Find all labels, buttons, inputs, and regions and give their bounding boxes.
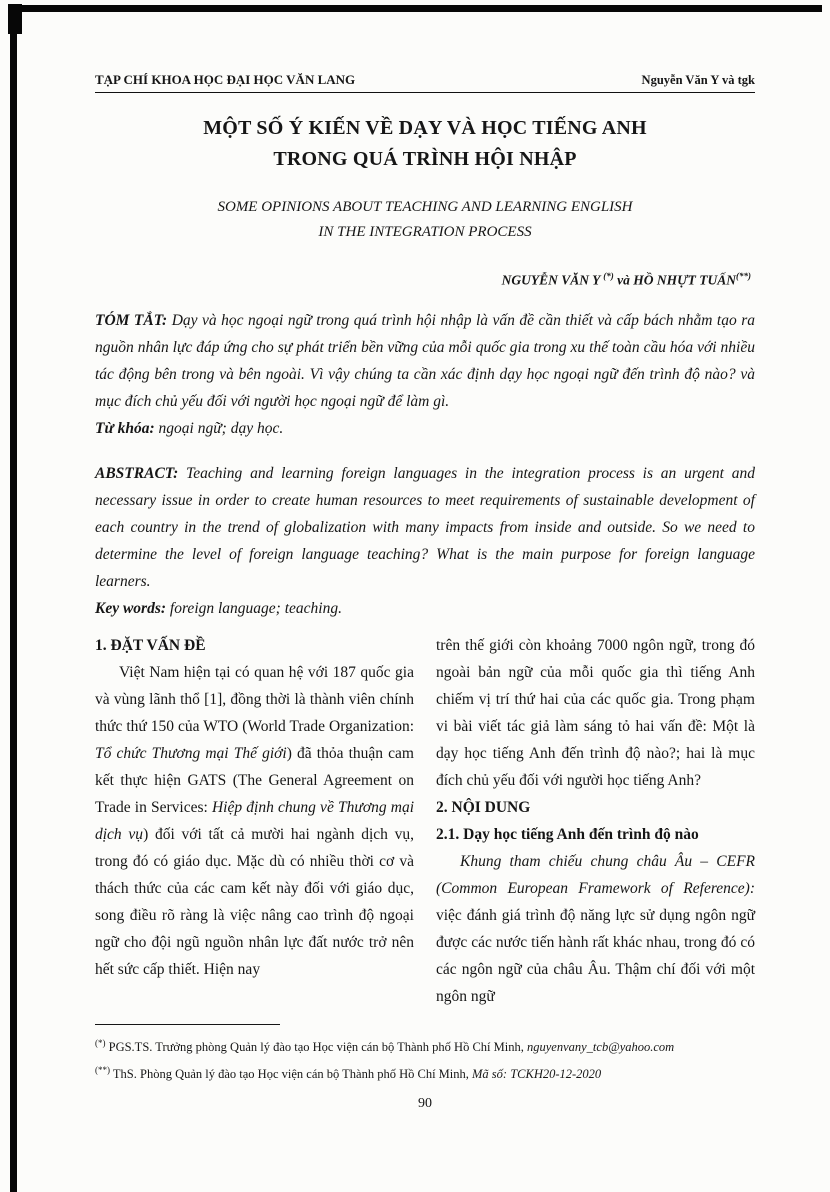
footnote-2-text: ThS. Phòng Quản lý đào tạo Học viện cán bộ Thành phố Hồ Chí Minh,	[110, 1066, 473, 1081]
abstract-en-label: ABSTRACT:	[95, 464, 179, 482]
section-1-paragraph-continued: trên thế giới còn khoảng 7000 ngôn ngữ, trong đó ngoài bản ngữ của mỗi quốc gia thì tiếng Anh chiếm vị trí thứ hai của các quốc gia. Trong phạm vi bài viết tác giả làm sáng tỏ hai vấn đề: Một là dạy học tiếng Anh đến trình độ nào?; hai là mục đích chủ yếu đối với người học tiếng Anh?	[436, 636, 755, 789]
section-1-paragraph	[95, 659, 414, 983]
keywords-vi-text: ngoại ngữ; dạy học.	[158, 419, 284, 437]
page-content	[95, 72, 755, 1112]
keywords-vi-label: Từ khóa:	[95, 419, 155, 437]
article-title-en-line2: IN THE INTEGRATION PROCESS	[318, 224, 532, 240]
article-title-en-line1: SOME OPINIONS ABOUT TEACHING AND LEARNING ENGLISH	[217, 199, 633, 215]
scan-artifact-left-edge	[10, 5, 17, 1192]
footnote-divider	[95, 1024, 280, 1025]
right-column	[436, 632, 755, 1010]
keywords-en-label: Key words:	[95, 599, 167, 617]
keywords-vi-line	[95, 415, 755, 442]
page-number: 90	[418, 1095, 432, 1111]
article-title-vi-line2: TRONG QUÁ TRÌNH HỘI NHẬP	[273, 148, 577, 170]
footnote-1-marker: (*)	[95, 1037, 106, 1048]
author-byline	[95, 271, 751, 289]
author-connector: và	[617, 272, 630, 288]
journal-name: TẠP CHÍ KHOA HỌC ĐẠI HỌC VĂN LANG	[95, 72, 356, 87]
abstract-vi-paragraph	[95, 307, 755, 415]
footnote-1-email: nguyenvany_tcb@yahoo.com	[526, 1039, 675, 1054]
section-1-heading: 1. ĐẶT VẤN ĐỀ	[95, 636, 206, 654]
footnotes	[95, 1024, 755, 1086]
abstract-en-paragraph	[95, 460, 755, 595]
running-author: Nguyễn Văn Y và tgk	[641, 73, 755, 87]
section-1-text-seg2-italic: Tổ chức Thương mại Thế giới	[95, 744, 287, 762]
section-2-1-text-seg2: việc đánh giá trình độ năng lực sử dụng ngôn ngữ được các nước tiến hành rất khác nhau, trong đó có các ngôn ngữ của châu Âu. Thậm chí đối với một ngôn ngữ	[436, 906, 755, 1005]
abstract-en-text: Teaching and learning foreign languages in the integration process is an urgent and necessary issue in order to create human resources to meet requirements of sustainable development of each country in the trend of globalization with many impacts from inside and outside. So we need to determine the level of foreign language teaching? What is the main purpose for foreign language learners.	[95, 464, 755, 590]
section-2-heading: 2. NỘI DUNG	[436, 798, 531, 816]
article-title-en	[95, 195, 755, 245]
abstract-vi-text: Dạy và học ngoại ngữ trong quá trình hội nhập là vấn đề cần thiết và cấp bách nhằm tạo ra nguồn nhân lực đáp ứng cho sự phát triển bền vững của mỗi quốc gia trong xu thế toàn cầu hóa với nhiều tác động bên trong và bên ngoài. Vì vậy chúng ta cần xác định dạy học ngoại ngữ đến trình độ nào? và mục đích chủ yếu đối với người học ngoại ngữ để làm gì.	[95, 311, 756, 410]
scan-artifact-corner	[8, 4, 22, 34]
scan-artifact-top-edge	[10, 5, 822, 12]
section-2-1-text-seg1-italic: Khung tham chiếu chung châu Âu – CEFR (Common European Framework of Reference):	[436, 852, 755, 897]
section-2-1-heading: 2.1. Dạy học tiếng Anh đến trình độ nào	[436, 825, 699, 843]
footnote-2-code: Mã số: TCKH20-12-2020	[472, 1066, 602, 1081]
section-1-text-seg1: Việt Nam hiện tại có quan hệ với 187 quốc gia và vùng lãnh thổ [1], đồng thời là thành viên chính thức thứ 150 của WTO (World Trade Organization:	[95, 663, 414, 735]
author-1-affiliation-marker: (*)	[603, 271, 614, 281]
footnote-1	[95, 1032, 755, 1059]
footnote-2	[95, 1059, 755, 1086]
author-1-name: NGUYỄN VĂN Y	[501, 272, 600, 288]
section-1-text-seg4-italic: Hiệp định chung về Thương mại dịch vụ	[95, 798, 415, 843]
footnote-2-marker: (**)	[95, 1064, 110, 1075]
author-2-affiliation-marker: (**)	[736, 271, 751, 281]
left-column	[95, 632, 414, 1010]
article-title-vi	[95, 113, 755, 175]
section-1-text-seg3: ) đã thỏa thuận cam kết thực hiện GATS (The General Agreement on Trade in Services:	[95, 744, 414, 816]
keywords-en-text: foreign language; teaching.	[169, 599, 342, 617]
section-2-1-paragraph	[436, 848, 755, 1010]
footnote-1-text: PGS.TS. Trưởng phòng Quản lý đào tạo Học viện cán bộ Thành phố Hồ Chí Minh,	[105, 1039, 527, 1054]
abstract-vi-label: TÓM TẮT:	[95, 311, 168, 329]
running-header	[95, 72, 755, 93]
article-title-vi-line1: MỘT SỐ Ý KIẾN VỀ DẠY VÀ HỌC TIẾNG ANH	[203, 117, 647, 139]
keywords-en-line	[95, 595, 755, 622]
two-column-body	[95, 632, 755, 1010]
section-1-text-seg5: ) đối với tất cả mười hai ngành dịch vụ, trong đó có giáo dục. Mặc dù có nhiều thời cơ và thách thức của các cam kết này đối với giáo dục, song điều rõ ràng là việc nâng cao trình độ ngoại ngữ cho đội ngũ nguồn nhân lực đất nước trở nên hết sức cấp thiết. Hiện nay	[95, 825, 414, 978]
author-2-name: HỒ NHỰT TUẤN	[633, 272, 736, 288]
